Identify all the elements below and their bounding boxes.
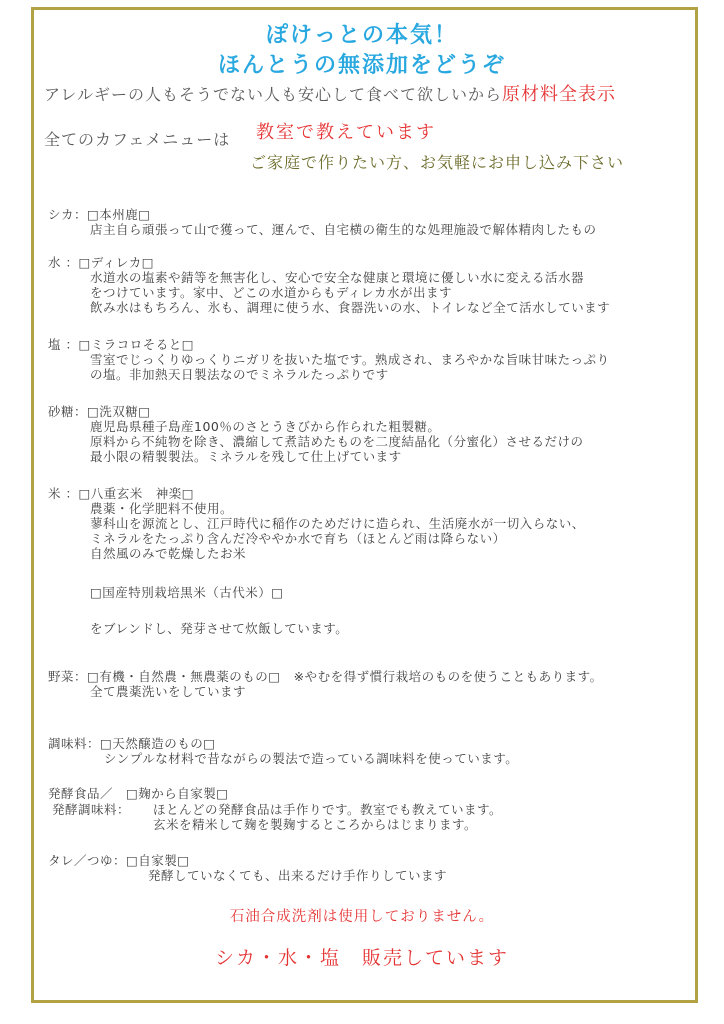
section-label: 調味料：□天然醸造のもの□ (48, 736, 216, 751)
sales-notice: シカ・水・塩 販売しています (214, 947, 509, 969)
section-line: 発酵していなくても、出来るだけ手作りしています (148, 868, 448, 883)
cafe-sub: ご家庭で作りたい方、お気軽にお申し込み下さい (250, 153, 625, 172)
section-line: 蓼科山を源流とし、江戸時代に稲作のためだけに造られ、生活廃水が一切入らない、 (90, 516, 585, 531)
section-label: タレ／つゆ：□自家製□ (48, 853, 190, 868)
section-kome (48, 486, 585, 561)
section-label: 水 ：□ディレカ□ (48, 255, 155, 270)
section-hakko (153, 802, 502, 832)
section-line: の塩。非加熱天日製法なのでミネラルたっぷりです (90, 367, 389, 382)
title-line2: ほんとうの無添加をどうぞ (217, 53, 506, 78)
section-line: 農薬・化学肥料不使用。 (90, 501, 234, 516)
section-sato (48, 404, 584, 464)
blend-line: をブレンドし、発芽させて炊飯しています。 (90, 621, 349, 636)
section-label: 野菜：□有機・自然農・無農薬のもの□ ※やむを得ず慣行栽培のものを使うこともあります。 (48, 669, 603, 684)
section-line: 原料から不純物を除き、濃縮して煮詰めたものを二度結晶化（分蜜化）させるだけの (90, 434, 584, 449)
section-tare (48, 853, 447, 883)
section-label: シカ：□本州鹿□ (48, 207, 151, 222)
section-shio (48, 337, 610, 382)
section-line: 雪室でじっくりゆっくりニガリを抜いた塩です。熟成され、まろやかな旨味甘味たっぷり (90, 352, 610, 367)
section-line: 水道水の塩素や錆等を無害化し、安心で安全な健康と環境に優しい水に変える活水器 (90, 270, 585, 285)
title-line1: ぽけっとの本気！ (265, 23, 458, 48)
allergy-statement (44, 80, 616, 106)
section-yasai (48, 669, 603, 699)
section-line: ほとんどの発酵食品は手作りです。教室でも教えています。 (153, 802, 503, 817)
section-line: をつけています。家中、どこの水道からもディレカ水が出ます (90, 285, 453, 300)
section-line: シンプルな材料で昔ながらの製法で造っている調味料を使っています。 (104, 751, 519, 766)
section-label: 塩 ：□ミラコロそると□ (48, 337, 195, 352)
kuromai-line: □国産特別栽培黒米（古代米）□ (90, 585, 284, 600)
allergy-text: アレルギーの人もそうでない人も安心して食べて欲しいから (44, 85, 502, 104)
section-line: 最小限の精製製法。ミネラルを残して仕上げています (90, 449, 402, 464)
section-label: 米 ：□八重玄米 神楽□ (48, 486, 195, 501)
detergent-notice: 石油合成洗剤は使用しておりません。 (229, 909, 495, 925)
cafe-highlight: 教室で教えています (256, 122, 436, 143)
section-shika (48, 207, 597, 237)
section-hakko-label1: 発酵食品／ □麹から自家製□ (48, 786, 229, 801)
section-line: 玄米を精米して麹を製麹するところからはじまります。 (153, 817, 478, 832)
section-line: 鹿児島県種子島産100％のさとうきびから作られた粗製糖。 (90, 419, 441, 434)
section-line: 店主自ら頑張って山で獲って、運んで、自宅横の衛生的な処理施設で解体精肉したもの (90, 222, 597, 237)
cafe-text: 全てのカフェメニューは (44, 130, 231, 149)
allergy-highlight: 原材料全表示 (501, 84, 616, 105)
section-line: 飲み水はもちろん、氷も、調理に使う水、食器洗いの水、トイレなど全て活水しています (90, 300, 611, 315)
section-line: 自然風のみで乾燥したお米 (90, 546, 247, 561)
section-choumiryo (48, 736, 518, 766)
section-hakko-label2: 発酵調味料： (52, 802, 131, 817)
section-line: 全て農薬洗いをしています (90, 684, 247, 699)
section-mizu (48, 255, 610, 315)
section-line: ミネラルをたっぷり含んだ冷ややか水で育ち（ほとんど雨は降らない） (90, 531, 506, 546)
section-label: 砂糖：□洗双糖□ (48, 404, 151, 419)
